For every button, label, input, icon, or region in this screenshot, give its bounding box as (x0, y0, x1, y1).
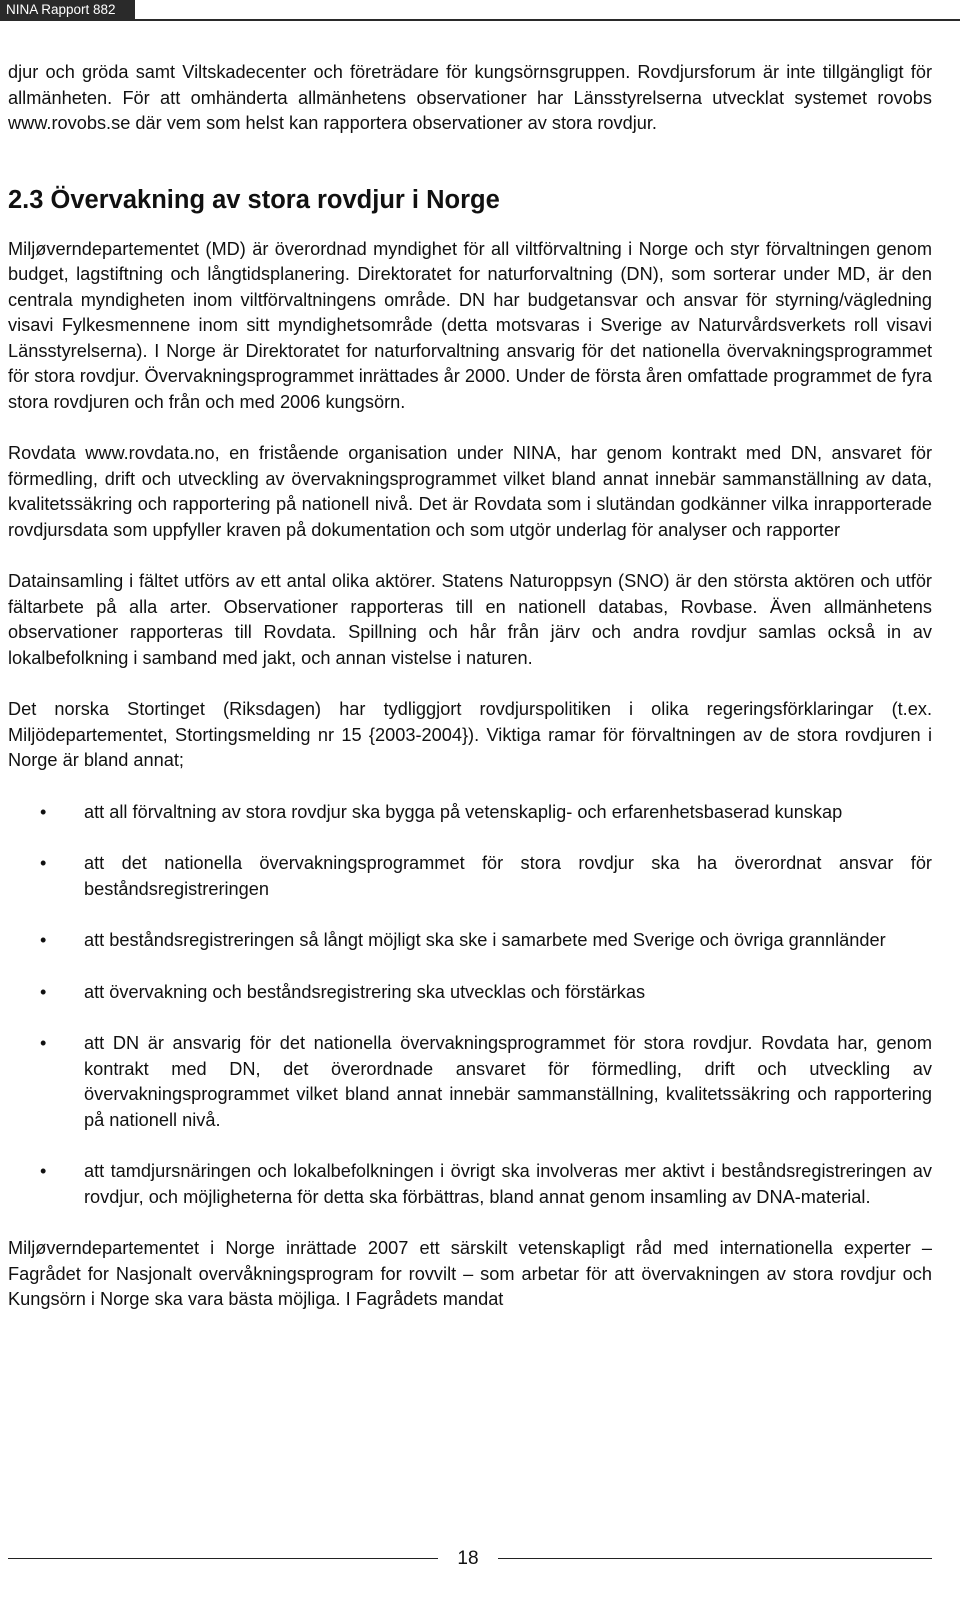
list-item-text: att all förvaltning av stora rovdjur ska bygga på vetenskaplig- och erfarenhetsbaserad kunskap (84, 801, 843, 822)
bullet-icon: • (40, 1033, 47, 1053)
header-rule (0, 19, 960, 21)
page-footer (0, 1548, 960, 1578)
bullet-icon: • (40, 1161, 47, 1181)
list-item-text: att det nationella övervakningsprogrammet för stora rovdjur ska ha överordnat ansvar för beståndsregistreringen (84, 853, 932, 899)
footer-rule-left (8, 1558, 438, 1559)
document-body (8, 60, 932, 1313)
paragraph-md-dn: Miljøverndepartementet (MD) är överordnad myndighet för all viltförvaltning i Norge och styr förvaltningen genom budget, lagstiftning och långtidsplanering. Direktoratet for naturforvaltning (DN), som sorterar under MD, är den centrala myndigheten inom viltförvaltningens område. DN har budgetansvar och ansvar för styrning/vägledning visavi Fylkesmennene inom sitt myndighetsområde (detta motsvaras i Sverige av Naturvårdsverkets roll visavi Länsstyrelserna). I Norge är Direktoratet for naturforvaltning ansvarig för det nationella övervakningsprogrammet för stora rovdjur. Övervakningsprogrammet inrättades år 2000. Under de första åren omfattade programmet de fyra stora rovdjuren och från och med 2006 kungsörn. (8, 238, 932, 412)
list-item (8, 1031, 932, 1133)
report-label: NINA Rapport 882 (0, 0, 135, 20)
list-item-text: att övervakning och beståndsregistrering ska utvecklas och förstärkas (84, 981, 646, 1002)
list-item (8, 980, 932, 1006)
bullet-icon: • (40, 930, 47, 950)
list-item-text: att DN är ansvarig för det nationella övervakningsprogrammet för stora rovdjur. Rovdata har, genom kontrakt med DN, det överordnade ansvaret för förmedling, drift och utveckling av övervakningsprogrammet vilket bland annat innebär sammanställning, kvalitetssäkring och rapportering på nationell nivå. (84, 1033, 932, 1130)
paragraph-stortinget: Det norska Stortinget (Riksdagen) har tydliggjort rovdjurspolitiken i olika regeringsförklaringar (t.ex. Miljödepartementet, Stortingsmelding nr 15 {2003-2004}). Viktiga ramar för förvaltningen av de stora rovdjuren i Norge är bland annat; (8, 699, 932, 770)
footer-rule-right (498, 1558, 932, 1559)
section-heading: 2.3 Övervakning av stora rovdjur i Norge (8, 185, 500, 214)
list-item (8, 851, 932, 902)
list-item (8, 928, 932, 954)
list-item-text: att beståndsregistreringen så långt möjligt ska ske i samarbete med Sverige och övriga grannländer (84, 930, 886, 950)
bullet-icon: • (40, 981, 47, 1002)
paragraph-fagradet: Miljøverndepartementet i Norge inrättade 2007 ett särskilt vetenskapligt råd med internationella experter – Fagrådet for Nasjonalt overvåkningsprogram for rovvilt – som arbetar för att övervakningen av stora rovdjur och Kungsörn i Norge ska vara bästa möjliga. I Fagrådets mandat (8, 1238, 932, 1309)
list-item (8, 1159, 932, 1210)
list-item (8, 800, 932, 826)
bullet-icon: • (40, 801, 47, 822)
list-item-text: att tamdjursnäringen och lokalbefolkningen i övrigt ska involveras mer aktivt i beståndsregistreringen av rovdjur, och möjligheterna för detta ska förbättras, bland annat genom insamling av DNA-material. (84, 1161, 932, 1207)
paragraph-rovdata: Rovdata www.rovdata.no, en fristående organisation under NINA, har genom kontrakt med DN, ansvaret för förmedling, drift och utveckling av övervakningsprogrammet vilket bland annat innebär sammanställning av data, kvalitetssäkring och rapportering på nationell nivå. Det är Rovdata som i slutändan godkänner vilka inrapporterade rovdjursdata som uppfyller kraven på dokumentation och som utgör underlag för analyser och rapporter (8, 443, 932, 540)
page-number: 18 (457, 1548, 479, 1569)
bullet-icon: • (40, 853, 47, 873)
intro-paragraph: djur och gröda samt Viltskadecenter och företrädare för kungsörnsgruppen. Rovdjursforum är inte tillgängligt för allmänheten. För att omhänderta allmänhetens observationer har Länsstyrelserna utvecklat systemet rovobs www.rovobs.se där vem som helst kan rapportera observationer av stora rovdjur. (8, 62, 932, 133)
paragraph-datainsamling: Datainsamling i fältet utförs av ett antal olika aktörer. Statens Naturoppsyn (SNO) är den största aktören och utför fältarbete på alla arter. Observationer rapporteras till en nationell databas, Rovbase. Även allmänhetens observationer rapporteras till Rovdata. Spillning och hår från järv och andra rovdjur samlas också in av lokalbefolkning i samband med jakt, och annan vistelse i naturen. (8, 571, 932, 668)
page-header (0, 0, 960, 30)
framework-bullet-list (8, 800, 932, 1211)
